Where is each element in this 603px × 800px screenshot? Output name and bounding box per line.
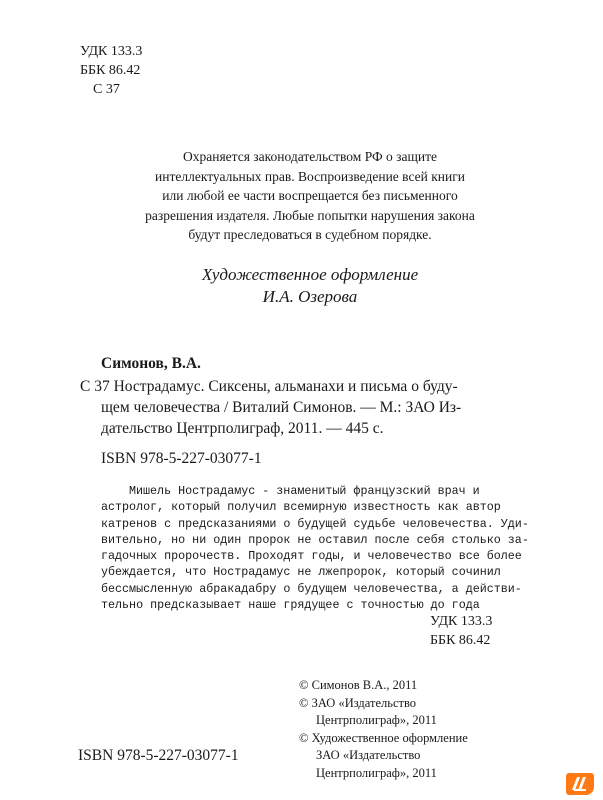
bib-line: дательство Центрполиграф, 2011. — 445 с. <box>101 420 384 437</box>
abstract <box>101 483 529 613</box>
notice-line: Охраняется законодательством РФ о защите <box>182 149 437 164</box>
copyright-line: © ЗАО «Издательство <box>299 695 417 710</box>
copyright-line: © Симонов В.А., 2011 <box>299 678 418 692</box>
copyright-line: Центрполиграф», 2011 <box>316 765 437 780</box>
abstract-line: бессмысленную абракадабру о будущем человечества, а действи- <box>101 581 522 596</box>
udk-code: УДК 133.3 <box>430 614 493 629</box>
notice-line: интеллектуальных прав. Воспроизведение всей книги <box>155 168 465 184</box>
notice-line: или любой ее части воспрещается без письменного <box>162 188 458 203</box>
notice-line: будут преследоваться в судебном порядке. <box>188 227 432 242</box>
copyright-line: © Художественное оформление <box>299 730 468 745</box>
copyright-line: ЗАО «Издательство <box>316 748 421 762</box>
bib-line: щем человечества / Виталий Симонов. — М.: ЗАО Из- <box>101 399 462 416</box>
bbk-code: ББК 86.42 <box>430 633 491 648</box>
copyright-notice <box>100 147 520 245</box>
abstract-line: астролог, который получил всемирную известность как автор <box>101 500 501 515</box>
author-heading: Симонов, В.А. <box>101 355 201 372</box>
abstract-line: катренов с предсказаниями о будущей судьбе человечества. Уди- <box>101 516 529 531</box>
abstract-line: Мишель Нострадамус - знаменитый французский врач и <box>129 484 480 498</box>
copyright-block <box>299 677 468 782</box>
publisher-logo-icon <box>566 773 594 795</box>
copyright-line: Центрполиграф», 2011 <box>316 713 437 727</box>
isbn-bottom: ISBN 978-5-227-03077-1 <box>78 747 239 764</box>
abstract-line: вительно, но ни один пророк не оставил после себя столько за- <box>101 532 529 547</box>
design-credit <box>100 264 520 308</box>
bbk-code: ББК 86.42 <box>80 63 141 78</box>
abstract-line: гадочных пророчеств. Проходят годы, и человечество все более <box>101 549 522 564</box>
abstract-line: убеждается, что Нострадамус не лжепророк, который сочинил <box>101 565 501 580</box>
design-credit-title: Художественное оформление <box>201 265 419 284</box>
design-credit-name: И.А. Озерова <box>262 287 358 306</box>
bibliographic-entry <box>80 376 461 439</box>
udk-code: УДК 133.3 <box>80 44 143 59</box>
bib-line: С 37 Нострадамус. Сиксены, альманахи и письма о буду- <box>80 378 458 395</box>
notice-line: разрешения издателя. Любые попытки нарушения закона <box>145 207 475 223</box>
isbn-top: ISBN 978-5-227-03077-1 <box>101 450 262 467</box>
classification-block-top <box>80 42 142 99</box>
author-mark: С 37 <box>93 82 120 97</box>
abstract-line: тельно предсказывает наше грядущее с точностью до года <box>101 598 480 613</box>
classification-block-bottom <box>430 612 492 650</box>
